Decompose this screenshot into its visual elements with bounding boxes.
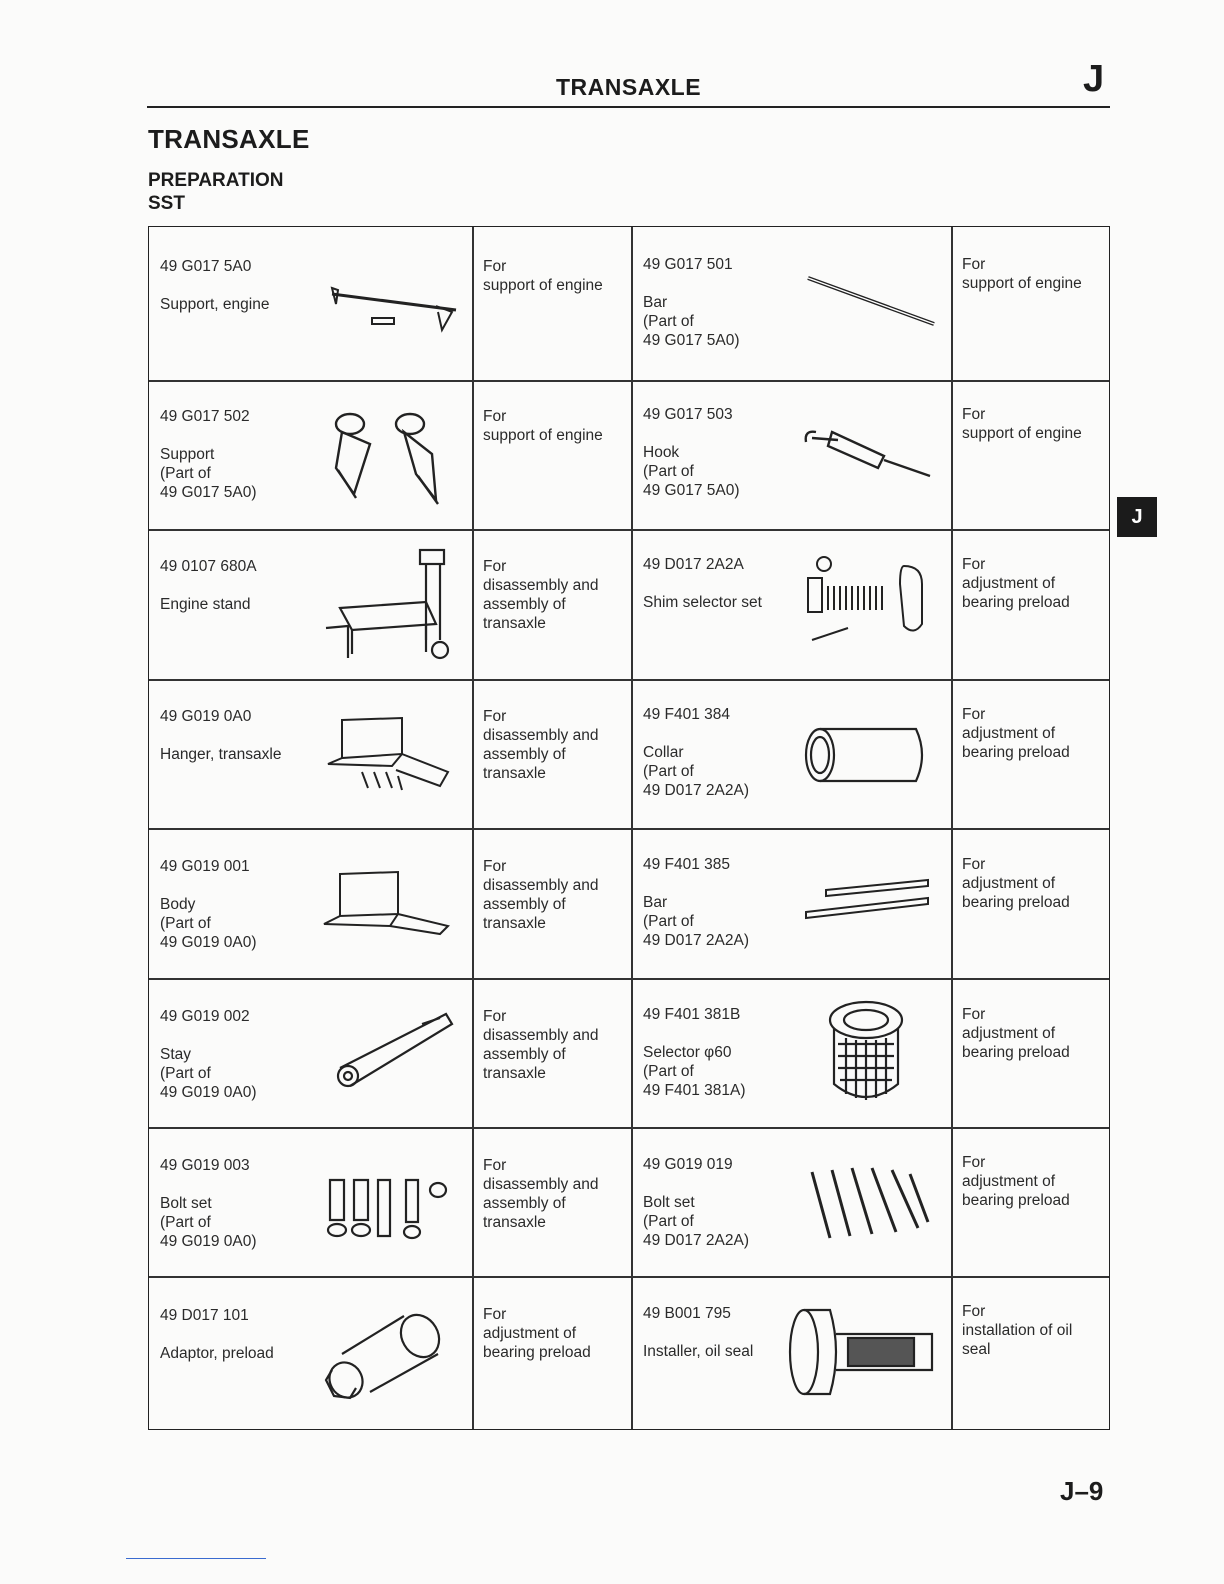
part-description: Engine stand bbox=[160, 596, 251, 613]
part-number: 49 G017 5A0 bbox=[160, 258, 252, 275]
row-divider bbox=[149, 1276, 1109, 1278]
part-description: (Part of bbox=[160, 915, 211, 932]
purpose-line: assembly of bbox=[483, 746, 566, 763]
bolt-set-short-icon bbox=[322, 1172, 450, 1244]
purpose-line: For bbox=[962, 706, 986, 723]
purpose-line: bearing preload bbox=[483, 1344, 591, 1361]
purpose-line: support of engine bbox=[483, 277, 603, 294]
part-number: 49 G017 503 bbox=[643, 406, 733, 423]
purpose-text bbox=[483, 857, 598, 933]
part-description: (Part of bbox=[643, 1213, 694, 1230]
part-description: (Part of bbox=[643, 763, 694, 780]
purpose-line: support of engine bbox=[962, 425, 1082, 442]
subheading-preparation: PREPARATION bbox=[148, 170, 284, 191]
purpose-line: For bbox=[483, 858, 507, 875]
purpose-text bbox=[483, 257, 603, 295]
part-description: Bolt set bbox=[160, 1195, 212, 1212]
section-tab: J bbox=[1117, 497, 1157, 537]
hanger-icon bbox=[322, 714, 454, 794]
purpose-text bbox=[483, 1305, 591, 1362]
part-description: (Part of bbox=[643, 463, 694, 480]
purpose-text bbox=[962, 1005, 1070, 1062]
purpose-line: adjustment of bbox=[483, 1325, 577, 1342]
purpose-line: disassembly and bbox=[483, 727, 599, 744]
part-description: 49 G017 5A0) bbox=[643, 332, 740, 349]
part-description: (Part of bbox=[160, 1214, 211, 1231]
purpose-line: For bbox=[962, 1006, 986, 1023]
purpose-line: For bbox=[483, 1306, 507, 1323]
table-row bbox=[160, 1306, 274, 1363]
part-description: (Part of bbox=[643, 313, 694, 330]
part-description: Installer, oil seal bbox=[643, 1343, 754, 1360]
engine-support-icon bbox=[326, 282, 462, 334]
row-divider bbox=[149, 380, 1109, 382]
purpose-line: transaxle bbox=[483, 1214, 546, 1231]
purpose-line: adjustment of bbox=[962, 1025, 1056, 1042]
part-description: Bar bbox=[643, 294, 668, 311]
part-description: 49 D017 2A2A) bbox=[643, 932, 749, 949]
purpose-line: adjustment of bbox=[962, 1173, 1056, 1190]
table-row bbox=[160, 1007, 257, 1102]
purpose-line: For bbox=[483, 708, 507, 725]
part-number: 49 G019 001 bbox=[160, 858, 250, 875]
purpose-line: transaxle bbox=[483, 915, 546, 932]
part-description: 49 D017 2A2A) bbox=[643, 1232, 749, 1249]
purpose-line: disassembly and bbox=[483, 1176, 599, 1193]
purpose-line: bearing preload bbox=[962, 1192, 1070, 1209]
selector-icon bbox=[826, 998, 906, 1106]
purpose-line: seal bbox=[962, 1341, 991, 1358]
hook-icon bbox=[802, 418, 938, 484]
page-number: J–9 bbox=[1060, 1476, 1104, 1506]
purpose-text bbox=[483, 407, 603, 445]
purpose-line: For bbox=[962, 556, 986, 573]
purpose-line: For bbox=[962, 406, 986, 423]
purpose-line: For bbox=[483, 1157, 507, 1174]
purpose-line: disassembly and bbox=[483, 577, 599, 594]
row-divider bbox=[149, 529, 1109, 531]
purpose-line: bearing preload bbox=[962, 894, 1070, 911]
purpose-text bbox=[962, 1153, 1070, 1210]
purpose-text bbox=[962, 1302, 1072, 1359]
table-row bbox=[643, 1155, 749, 1250]
part-number: 49 D017 101 bbox=[160, 1307, 249, 1324]
part-description: Selector φ60 bbox=[643, 1044, 732, 1061]
part-description: Shim selector set bbox=[643, 594, 762, 611]
purpose-line: adjustment of bbox=[962, 575, 1056, 592]
part-description: 49 F401 381A) bbox=[643, 1082, 746, 1099]
table-row bbox=[160, 557, 257, 614]
part-description: Hanger, transaxle bbox=[160, 746, 282, 763]
part-number: 49 B001 795 bbox=[643, 1305, 731, 1322]
purpose-line: bearing preload bbox=[962, 1044, 1070, 1061]
adaptor-icon bbox=[320, 1310, 446, 1402]
part-number: 49 G019 002 bbox=[160, 1008, 250, 1025]
purpose-text bbox=[962, 705, 1070, 762]
purpose-line: assembly of bbox=[483, 1195, 566, 1212]
purpose-line: assembly of bbox=[483, 896, 566, 913]
part-description: Body bbox=[160, 896, 196, 913]
footer-rule bbox=[126, 1558, 266, 1559]
purpose-line: assembly of bbox=[483, 596, 566, 613]
part-description: 49 D017 2A2A) bbox=[643, 782, 749, 799]
purpose-line: transaxle bbox=[483, 615, 546, 632]
part-description: Stay bbox=[160, 1046, 192, 1063]
collar-icon bbox=[802, 726, 934, 784]
table-row bbox=[160, 257, 269, 314]
purpose-line: transaxle bbox=[483, 765, 546, 782]
table-row bbox=[160, 407, 257, 502]
part-number: 49 0107 680A bbox=[160, 558, 257, 575]
row-divider bbox=[149, 828, 1109, 830]
part-description: Support, engine bbox=[160, 296, 270, 313]
purpose-text bbox=[483, 707, 598, 783]
part-description: (Part of bbox=[160, 465, 211, 482]
subheading-sst: SST bbox=[148, 193, 185, 214]
table-row bbox=[643, 555, 762, 612]
part-number: 49 D017 2A2A bbox=[643, 556, 744, 573]
bar-icon bbox=[806, 274, 938, 330]
part-number: 49 F401 384 bbox=[643, 706, 731, 723]
installer-icon bbox=[786, 1306, 936, 1398]
table-row bbox=[160, 707, 282, 764]
part-description: 49 G017 5A0) bbox=[160, 484, 257, 501]
part-number: 49 G019 019 bbox=[643, 1156, 733, 1173]
stay-icon bbox=[326, 1008, 456, 1090]
table-row bbox=[160, 1156, 257, 1251]
part-description: 49 G019 0A0) bbox=[160, 1233, 257, 1250]
part-description: (Part of bbox=[160, 1065, 211, 1082]
purpose-line: assembly of bbox=[483, 1046, 566, 1063]
purpose-line: For bbox=[483, 1008, 507, 1025]
shim-selector-set-icon bbox=[804, 554, 930, 650]
part-description: Hook bbox=[643, 444, 680, 461]
purpose-line: For bbox=[962, 856, 986, 873]
purpose-line: For bbox=[962, 1303, 986, 1320]
support-brackets-icon bbox=[328, 404, 456, 508]
purpose-text bbox=[483, 1156, 598, 1232]
table-row bbox=[643, 855, 749, 950]
part-description: Collar bbox=[643, 744, 684, 761]
part-description: Bolt set bbox=[643, 1194, 695, 1211]
part-description: (Part of bbox=[643, 913, 694, 930]
purpose-line: bearing preload bbox=[962, 594, 1070, 611]
header-section-letter: J bbox=[1083, 58, 1105, 100]
part-description: (Part of bbox=[643, 1063, 694, 1080]
purpose-line: disassembly and bbox=[483, 1027, 599, 1044]
bolt-set-long-icon bbox=[806, 1162, 932, 1244]
part-description: Support bbox=[160, 446, 215, 463]
purpose-line: support of engine bbox=[962, 275, 1082, 292]
table-row bbox=[643, 1005, 746, 1100]
purpose-text bbox=[483, 557, 598, 633]
purpose-line: For bbox=[483, 558, 507, 575]
purpose-line: For bbox=[483, 258, 507, 275]
purpose-text bbox=[962, 555, 1070, 612]
row-divider bbox=[149, 978, 1109, 980]
part-description: Bar bbox=[643, 894, 668, 911]
purpose-line: support of engine bbox=[483, 427, 603, 444]
purpose-line: disassembly and bbox=[483, 877, 599, 894]
table-row bbox=[160, 857, 257, 952]
purpose-line: For bbox=[483, 408, 507, 425]
part-number: 49 F401 385 bbox=[643, 856, 731, 873]
part-description: 49 G019 0A0) bbox=[160, 1084, 257, 1101]
part-description: Adaptor, preload bbox=[160, 1345, 274, 1362]
part-number: 49 G017 502 bbox=[160, 408, 250, 425]
part-number: 49 F401 381B bbox=[643, 1006, 741, 1023]
purpose-text bbox=[962, 855, 1070, 912]
table-row bbox=[643, 255, 740, 350]
purpose-line: For bbox=[962, 1154, 986, 1171]
header-title: TRANSAXLE bbox=[556, 74, 702, 100]
purpose-line: transaxle bbox=[483, 1065, 546, 1082]
row-divider bbox=[149, 1127, 1109, 1129]
part-number: 49 G019 003 bbox=[160, 1157, 250, 1174]
purpose-text bbox=[483, 1007, 598, 1083]
part-description: 49 G019 0A0) bbox=[160, 934, 257, 951]
body-plate-icon bbox=[320, 868, 454, 938]
table-row bbox=[643, 705, 749, 800]
engine-stand-icon bbox=[322, 544, 456, 664]
row-divider bbox=[149, 679, 1109, 681]
part-number: 49 G017 501 bbox=[643, 256, 733, 273]
purpose-text bbox=[962, 255, 1082, 293]
header-rule bbox=[147, 106, 1110, 108]
section-title: TRANSAXLE bbox=[148, 124, 310, 154]
purpose-line: installation of oil bbox=[962, 1322, 1073, 1339]
part-description: 49 G017 5A0) bbox=[643, 482, 740, 499]
purpose-line: For bbox=[962, 256, 986, 273]
double-bar-icon bbox=[802, 876, 934, 920]
table-row bbox=[643, 1304, 753, 1361]
table-row bbox=[643, 405, 740, 500]
purpose-line: bearing preload bbox=[962, 744, 1070, 761]
purpose-line: adjustment of bbox=[962, 725, 1056, 742]
purpose-line: adjustment of bbox=[962, 875, 1056, 892]
purpose-text bbox=[962, 405, 1082, 443]
part-number: 49 G019 0A0 bbox=[160, 708, 252, 725]
